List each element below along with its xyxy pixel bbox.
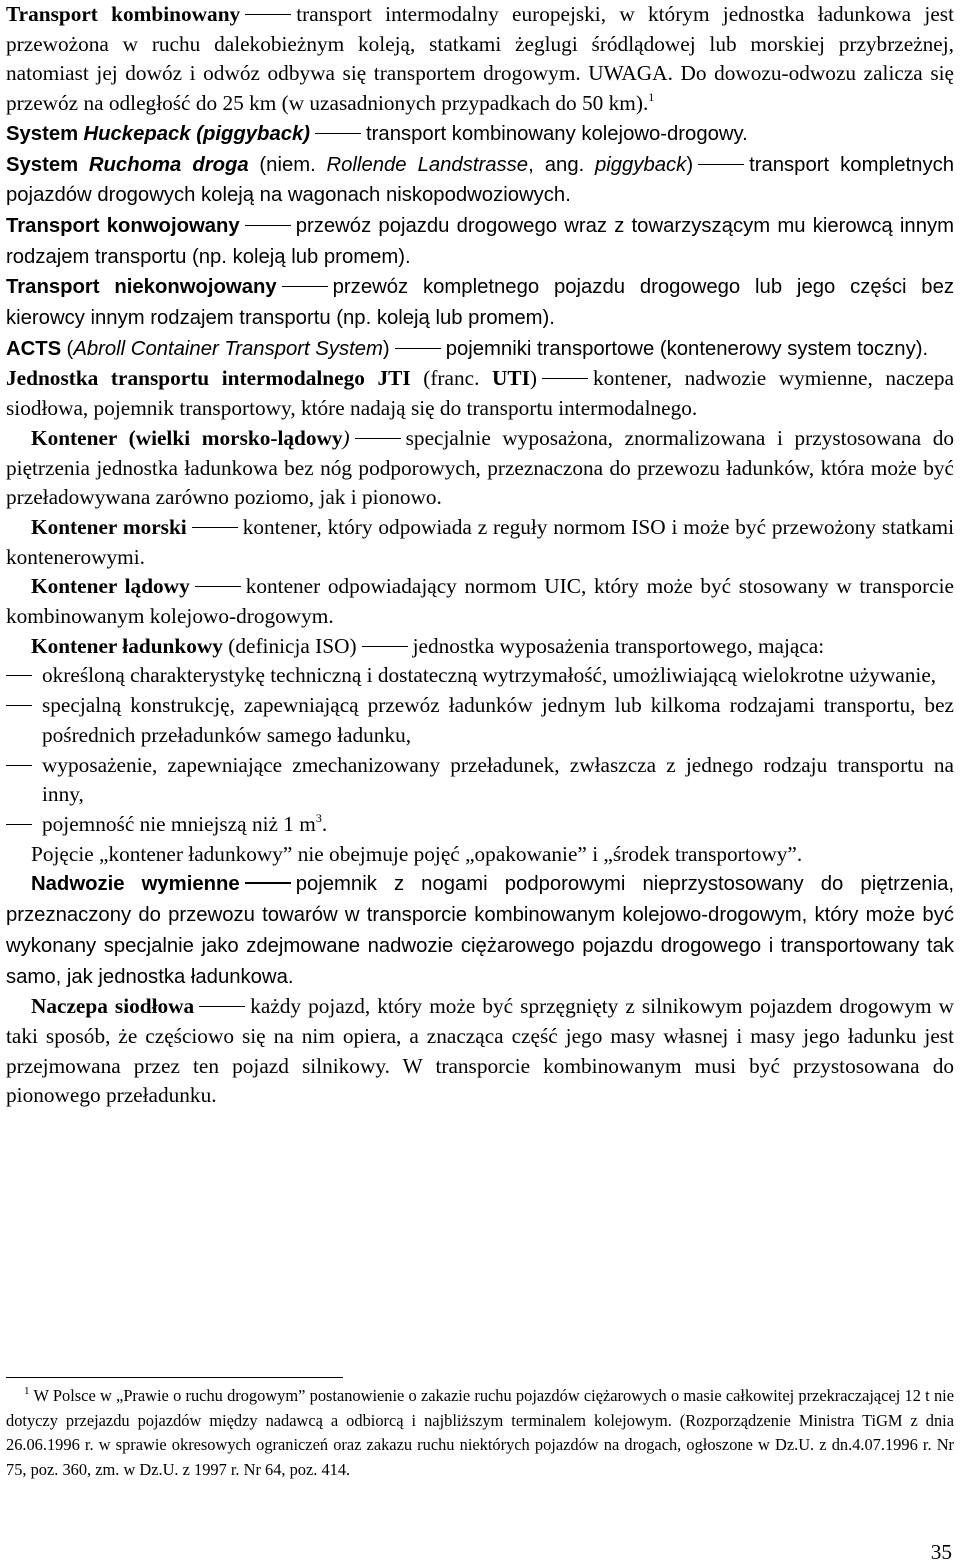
em-dash bbox=[362, 646, 408, 647]
term-system: System bbox=[6, 122, 79, 145]
term-piggyback: piggyback bbox=[594, 153, 687, 176]
definition-text: przewóz kompletnego pojazdu drogowego lub jego części bez kierowcy innym rodzajem transportu (np. koleją lub promem). bbox=[6, 276, 955, 330]
term-naczepa-siodlowa: Naczepa siodłowa bbox=[31, 994, 195, 1019]
em-dash bbox=[245, 882, 291, 884]
paragraph-transport-konwojowany bbox=[6, 211, 954, 272]
note-text: Pojęcie „kontener ładunkowy” nie obejmuje pojęć „opakowanie” i „środek transportowy”. bbox=[31, 841, 803, 866]
term-kontener-morski: Kontener morski bbox=[31, 514, 187, 539]
term-uti: UTI bbox=[492, 366, 530, 391]
page-number: 35 bbox=[930, 1540, 952, 1564]
definition-text: kontener, który odpowiada z reguły normom ISO i może być przewożony statkami kontenerowymi. bbox=[6, 514, 954, 569]
paragraph-acts bbox=[6, 334, 954, 365]
list-item: wyposażenie, zapewniające zmechanizowany przeładunek, zwłaszcza z jednego rodzaju transportu na inny, bbox=[6, 751, 954, 810]
list-item: określoną charakterystykę techniczną i dostateczną wytrzymałość, umożliwiającą wielokrotne używanie, bbox=[6, 661, 954, 691]
definition-text: specjalnie wyposażona, znormalizowana i przystosowana do piętrzenia jednostka ładunkowa bez nóg podporowych, przeznaczona do przewozu ładunków, która może być przeładowywana zarówno poziomo, jak i pionowo. bbox=[6, 425, 955, 510]
definition-text: kontener, nadwozie wymienne, naczepa siodłowa, pojemnik transportowy, które nadają się do transportu intermodalnego. bbox=[6, 366, 954, 421]
definition-text: transport intermodalny europejski, w którym jednostka ładunkowa jest przewożona w ruchu dalekobieżnym koleją, statkami żeglugi śródlądowej lub morskiej przybrzeżnej, natomiast jej dowóz i odwóz odbywa się transportem drogowym. UWAGA. Do dowozu-odwozu zalicza się przewóz na odległość do 25 km (w uzasadnionych przypadkach do 50 km). bbox=[6, 2, 954, 116]
term-acts-expansion: Abroll Container Transport System bbox=[73, 337, 383, 360]
paragraph-system-ruchoma-droga bbox=[6, 150, 954, 211]
footnote-mark: 1 bbox=[24, 1385, 30, 1397]
em-dash bbox=[698, 164, 744, 165]
term-rollende-landstrasse: Rollende Landstrasse bbox=[326, 153, 529, 176]
paren-open: ( bbox=[66, 337, 74, 360]
term-acts: ACTS bbox=[6, 337, 62, 360]
term-ruchoma-droga: Ruchoma droga bbox=[88, 153, 249, 176]
footnote bbox=[6, 1384, 954, 1482]
term-system: System bbox=[6, 153, 79, 176]
em-dash bbox=[199, 1006, 245, 1007]
definition-text: przewóz pojazdu drogowego wraz z towarzyszącym mu kierowcą innym rodzajem transportu (np. koleją lub promem). bbox=[6, 214, 955, 268]
paragraph-nadwozie-wymienne bbox=[6, 869, 954, 992]
term-transport-niekonwojowany: Transport niekonwojowany bbox=[6, 276, 277, 299]
paragraph-pojecie bbox=[6, 840, 954, 870]
list-dash bbox=[6, 765, 32, 766]
em-dash bbox=[192, 527, 238, 528]
text-ang: , ang. bbox=[528, 153, 585, 176]
paren-close: ) bbox=[382, 337, 390, 360]
paragraph-kontener-ladunkowy bbox=[6, 632, 954, 662]
paragraph-jti bbox=[6, 364, 954, 423]
list-dash bbox=[6, 675, 32, 676]
paragraph-kontener-ladowy bbox=[6, 572, 954, 631]
em-dash bbox=[315, 133, 361, 134]
paragraph-transport-kombinowany bbox=[6, 0, 954, 119]
paren-close: ) bbox=[342, 425, 350, 450]
term-nadwozie-wymienne: Nadwozie wymienne bbox=[31, 873, 240, 896]
paragraph-naczepa-siodlowa bbox=[6, 992, 954, 1111]
list-dash bbox=[6, 705, 32, 706]
main-text bbox=[6, 0, 954, 1111]
definition-text: pojemnik z nogami podporowymi nieprzystosowany do piętrzenia, przeznaczony do przewozu towarów w transporcie kombinowanym kolejowo-drogowym, który może być wykonany specjalnie jako zdejmowane nadwozie ciężarowego pojazdu drogowego i transportowany tak samo, jak jednostka ładunkowa. bbox=[6, 873, 954, 988]
term-jti: Jednostka transportu intermodalnego JTI bbox=[6, 366, 411, 391]
list-item: specjalną konstrukcję, zapewniającą przewóz ładunków jednym lub kilkoma rodzajami transportu, bez pośrednich przeładunków samego ładunku, bbox=[6, 691, 954, 750]
text-niem: (niem. bbox=[259, 153, 316, 176]
term-kontener-wielki: Kontener (wielki morsko-lądowy bbox=[31, 425, 343, 450]
footnote-ref: 1 bbox=[648, 90, 655, 105]
document-page bbox=[6, 0, 954, 1111]
kontener-ladunkowy-list bbox=[6, 661, 954, 839]
definition-text: transport kompletnych pojazdów drogowych koleją na wagonach niskopodwoziowych. bbox=[6, 153, 955, 207]
definition-text: kontener odpowiadający normom UIC, który może być stosowany w transporcie kombinowanym kolejowo-drogowym. bbox=[6, 574, 954, 629]
definition-text: transport kombinowany kolejowo-drogowy. bbox=[366, 122, 748, 145]
paragraph-system-huckepack bbox=[6, 119, 954, 150]
term-kontener-ladowy: Kontener lądowy bbox=[31, 574, 190, 599]
term-transport-kombinowany: Transport kombinowany bbox=[6, 2, 241, 26]
em-dash bbox=[245, 225, 291, 226]
em-dash bbox=[395, 348, 441, 349]
term-transport-konwojowany: Transport konwojowany bbox=[6, 214, 240, 237]
em-dash bbox=[245, 14, 291, 15]
em-dash bbox=[542, 378, 588, 379]
list-item: pojemność nie mniejszą niż 1 $m^3$. bbox=[6, 810, 954, 840]
paren-close: ) bbox=[529, 366, 537, 391]
text-paren: ) bbox=[686, 153, 694, 176]
term-huckepack: Huckepack (piggyback) bbox=[83, 122, 311, 145]
em-dash bbox=[282, 286, 328, 287]
list-dash bbox=[6, 824, 32, 825]
em-dash bbox=[355, 438, 401, 439]
paragraph-transport-niekonwojowany bbox=[6, 272, 954, 333]
text-franc: (franc. bbox=[423, 366, 480, 391]
definition-text: jednostka wyposażenia transportowego, mająca: bbox=[412, 633, 825, 658]
definition-text: każdy pojazd, który może być sprzęgnięty z silnikowym pojazdem drogowym w taki sposób, że częściowo się na nim opiera, a znacząca część jego masy własnej i masy jego ładunku jest przejmowana przez ten pojazd silnikowy. W transporcie kombinowanym musi być przystosowana do pionowego przeładunku. bbox=[6, 994, 954, 1108]
footnote-separator bbox=[6, 1377, 343, 1378]
superscript: 3 bbox=[315, 810, 322, 825]
footnote-text: W Polsce w „Prawie o ruchu drogowym” postanowienie o zakazie ruchu pojazdów ciężarowych o masie całkowitej przekraczającej 12 t nie dotyczy przejazdu pojazdów między nadawcą a odbiorcą i najbliższym terminalem kolejowym. (Rozporządzenie Ministra TiGM z dnia 26.06.1996 r. w sprawie okresowych ograniczeń oraz zakazu ruchu niektórych pojazdów na drogach, ogłoszone w Dz.U. z dn.4.07.1996 r. Nr 75, poz. 360, zm. w Dz.U. z 1997 r. Nr 64, poz. 414. bbox=[6, 1386, 954, 1479]
paragraph-kontener-morski bbox=[6, 513, 954, 572]
text-definicja-iso: (definicja ISO) bbox=[228, 633, 357, 658]
definition-text: pojemniki transportowe (kontenerowy system toczny). bbox=[445, 337, 929, 360]
term-kontener-ladunkowy: Kontener ładunkowy bbox=[31, 633, 223, 658]
paragraph-kontener-wielki bbox=[6, 424, 954, 513]
em-dash bbox=[195, 586, 241, 587]
